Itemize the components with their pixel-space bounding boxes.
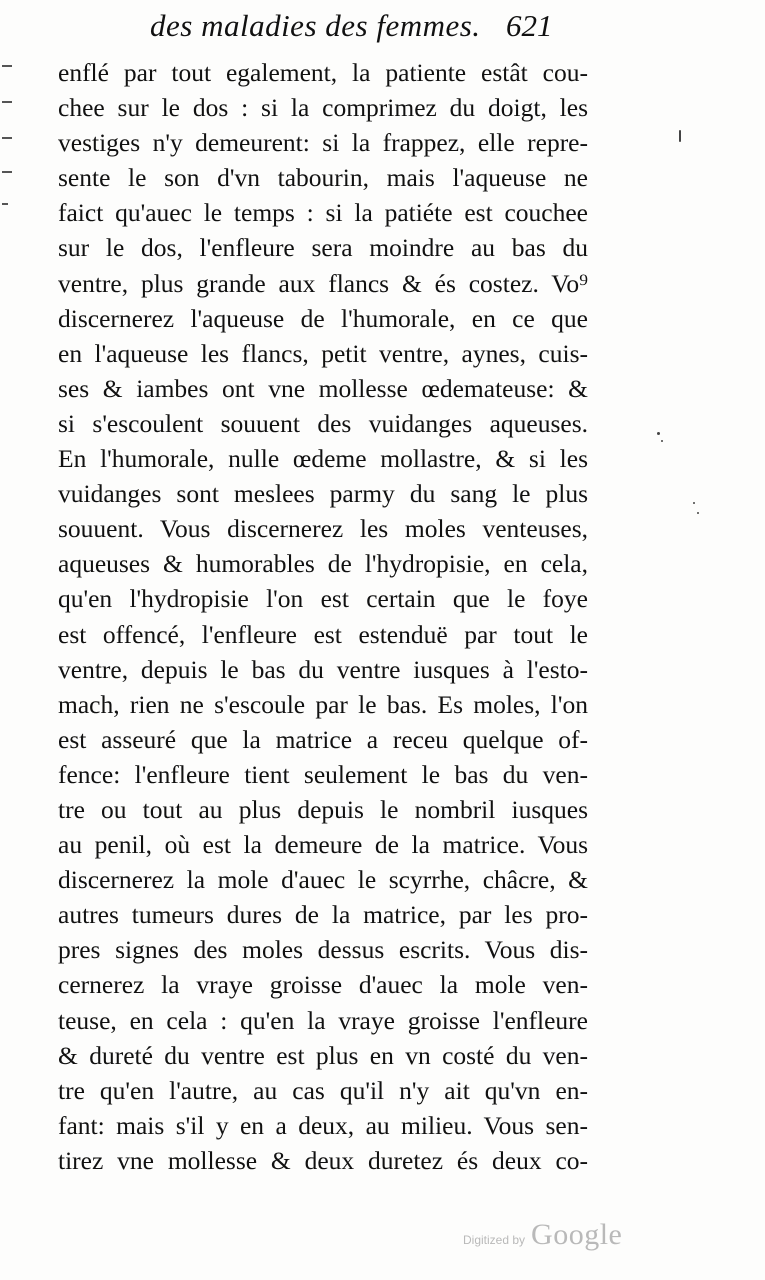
text-line: ventre, depuis le bas du ventre iusques à l'esto- <box>58 654 588 684</box>
text-line: est asseuré que la matrice a receu quelque of- <box>58 724 588 754</box>
text-line: enflé par tout egalement, la patiente estât cou- <box>58 58 588 87</box>
running-head: des maladies des femmes. <box>150 8 481 43</box>
text-line: vuidanges sont meslees parmy du sang le plus <box>58 479 588 509</box>
text-line: tre ou tout au plus depuis le nombril iusques <box>58 794 588 824</box>
page-number: 621 <box>506 8 553 43</box>
text-line: chee sur le dos : si la comprimez du doigt, les <box>58 93 588 123</box>
watermark-brand: Google <box>531 1218 623 1251</box>
text-line: qu'en l'hydropisie l'on est certain que le foye <box>58 584 588 614</box>
text-line: sur le dos, l'enfleure sera moindre au bas du <box>58 233 588 263</box>
ink-speck <box>661 440 663 442</box>
text-line: tre qu'en l'autre, au cas qu'il n'y ait qu'vn en- <box>58 1075 588 1105</box>
ink-speck <box>693 502 695 504</box>
margin-marks <box>2 65 16 215</box>
text-line: En l'humorale, nulle œdeme mollastre, & si les <box>58 444 588 474</box>
ink-speck <box>679 130 681 142</box>
text-line: discernerez l'aqueuse de l'humorale, en ce que <box>58 303 588 333</box>
text-line: & dureté du ventre est plus en vn costé du ven- <box>58 1040 588 1070</box>
text-line: fence: l'enfleure tient seulement le bas du ven- <box>58 759 588 789</box>
text-line: autres tumeurs dures de la matrice, par les pro- <box>58 900 588 930</box>
text-line: faict qu'auec le temps : si la patiéte est couchee <box>58 198 588 228</box>
watermark-prefix: Digitized by <box>463 1233 526 1247</box>
text-line: cernerez la vraye groisse d'auec la mole ven- <box>58 970 588 1000</box>
ink-speck <box>657 432 660 435</box>
body-text <box>58 55 588 1178</box>
text-line: ventre, plus grande aux flancs & és costez. Vo⁹ <box>58 268 588 298</box>
text-line: tirez vne mollesse & deux duretez és deux co- <box>58 1145 588 1175</box>
ink-speck <box>697 512 699 514</box>
text-line: discernerez la mole d'auec le scyrrhe, châcre, & <box>58 865 588 895</box>
text-line: en l'aqueuse les flancs, petit ventre, aynes, cuis- <box>58 338 588 368</box>
text-line: au penil, où est la demeure de la matrice. Vous <box>58 830 588 860</box>
text-line: vestiges n'y demeurent: si la frappez, elle repre- <box>58 128 588 158</box>
text-line: est offencé, l'enfleure est estenduë par tout le <box>58 619 588 649</box>
text-line: mach, rien ne s'escoule par le bas. Es moles, l'on <box>58 689 588 719</box>
text-line: pres signes des moles dessus escrits. Vous dis- <box>58 935 588 965</box>
text-line: sente le son d'vn tabourin, mais l'aqueuse ne <box>58 163 588 193</box>
digitized-by-google-watermark <box>463 1218 622 1252</box>
text-line: ses & iambes ont vne mollesse œdemateuse: & <box>58 373 588 403</box>
text-line: souuent. Vous discernerez les moles venteuses, <box>58 514 588 544</box>
text-line: aqueuses & humorables de l'hydropisie, en cela, <box>58 549 588 579</box>
text-line: si s'escoulent souuent des vuidanges aqueuses. <box>58 408 588 438</box>
text-line: teuse, en cela : qu'en la vraye groisse l'enfleure <box>58 1005 588 1035</box>
text-line: fant: mais s'il y en a deux, au milieu. Vous sen- <box>58 1110 588 1140</box>
